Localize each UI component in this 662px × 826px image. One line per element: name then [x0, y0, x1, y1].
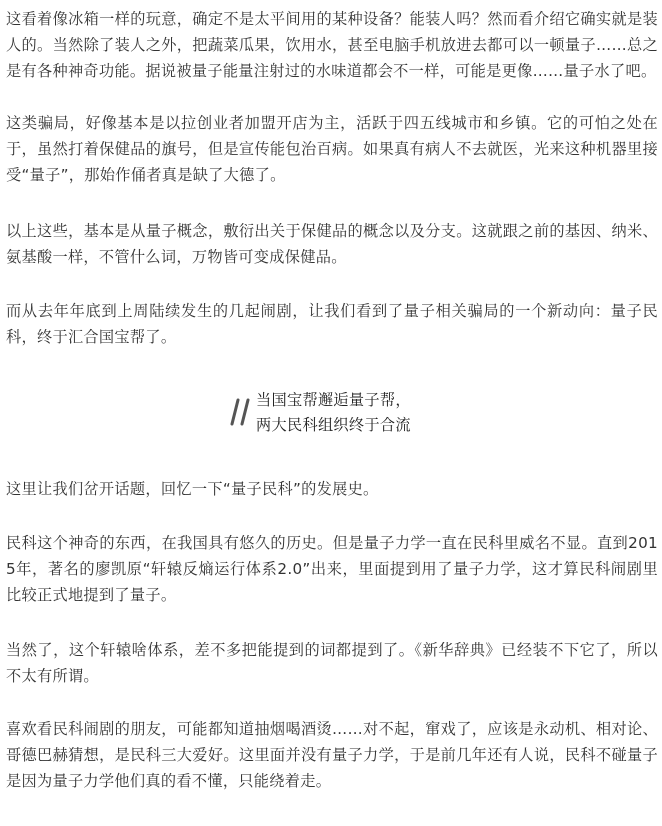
paragraph-minke-history: 民科这个神奇的东西，在我国具有悠久的历史。但是量子力学一直在民科里威名不显。直到2015年，著名的廖凯原“轩辕反熵运行体系2.0”出来，里面提到用了量子力学，这才算民科闹剧里比较正式地提到了量子。 — [6, 534, 658, 604]
paragraph-minke-hobbies: 喜欢看民科闹剧的朋友，可能都知道抽烟喝酒烫……对不起，窜戏了，应该是永动机、相对论、哥德巴赫猜想，是民科三大爱好。这里面并没有量子力学，于是前几年还有人说，民科不碰量子是因为量子力学他们真的看不懂，只能绕着走。 — [6, 720, 658, 790]
paragraph-digression: 这里让我们岔开话题，回忆一下“量子民科”的发展史。 — [6, 480, 379, 498]
paragraph-new-trend: 而从去年年底到上周陆续发生的几起闹剧，让我们看到了量子相关骗局的一个新动向：量子民科，终于汇合国宝帮了。 — [6, 302, 658, 346]
paragraph-scam-franchise: 这类骗局，好像基本是以拉创业者加盟开店为主，活跃于四五线城市和乡镇。它的可怕之处在于，虽然打着保健品的旗号，但是宣传能包治百病。如果真有病人不去就医，光来这种机器里接受“量子”，那始作俑者真是缺了大德了。 — [6, 114, 658, 184]
double-slash-icon — [230, 398, 252, 426]
paragraph-quantum-cabinet: 这看着像冰箱一样的玩意，确定不是太平间用的某种设备？能装人吗？然而看介绍它确实就是装人的。当然除了装人之外，把蔬菜瓜果，饮用水，甚至电脑手机放进去都可以一顿量子……总之是有各种神奇功能。据说被量子能量注射过的水味道都会不一样，可能是更像……量子水了吧。 — [6, 10, 658, 80]
paragraph-health-product-concepts: 以上这些，基本是从量子概念，敷衍出关于保健品的概念以及分支。这就跟之前的基因、纳米、氨基酸一样，不管什么词，万物皆可变成保健品。 — [6, 222, 658, 266]
subheading-line-1: 当国宝帮邂逅量子帮， — [256, 391, 411, 409]
subheading-text — [256, 388, 411, 438]
paragraph-xuanyuan-system: 当然了，这个轩辕啥体系，差不多把能提到的词都提到了。《新华辞典》已经装不下它了，所以不太有所谓。 — [6, 641, 658, 685]
subheading-line-2: 两大民科组织终于合流 — [256, 416, 411, 434]
section-subheading — [230, 388, 490, 444]
